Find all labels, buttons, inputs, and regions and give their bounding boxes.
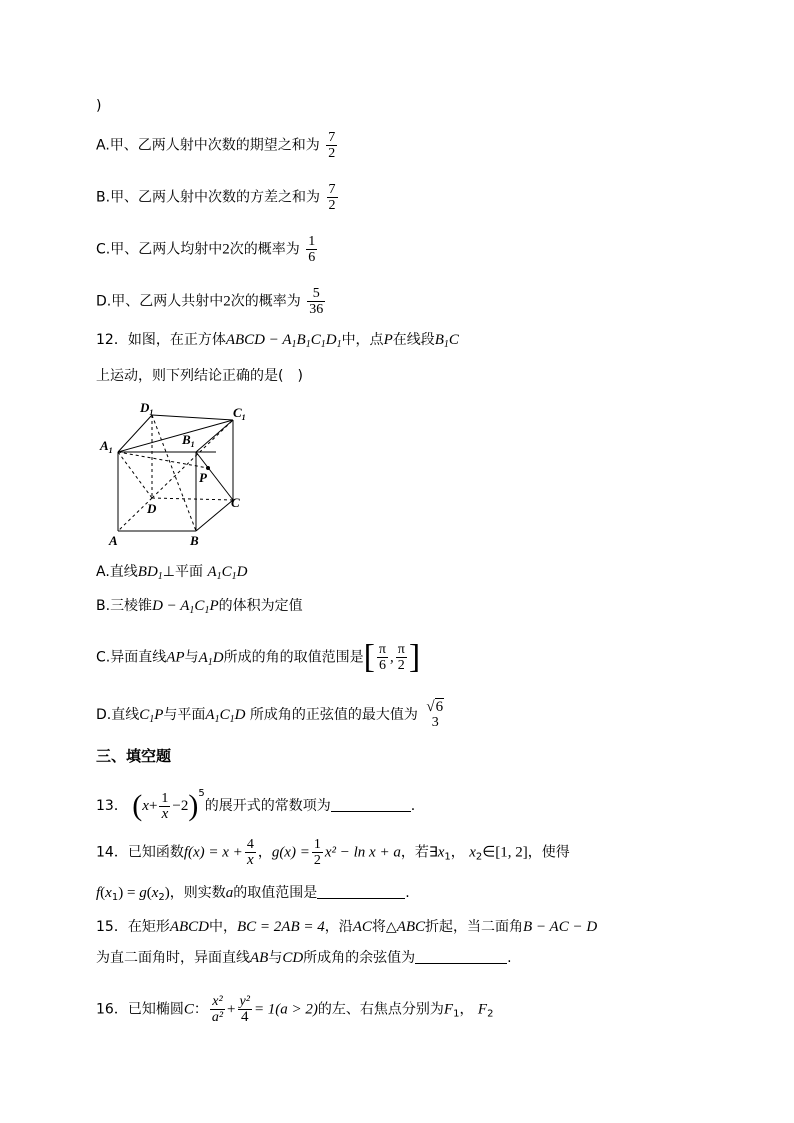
fraction: $\frac{\pi}{6}$ <box>378 642 386 673</box>
svg-text:B: B <box>190 533 199 548</box>
stem-text: 已知函数 <box>127 844 184 861</box>
q16: 16．已知椭圆C： $\frac{\text{x²}}{\text{a²}}$ + $\frac{\text{y²}}{4}$ = 1(a > 2)的左、右焦点分别为$F_1$， $F_2$ <box>96 994 494 1025</box>
stem-text: 已知椭圆 <box>127 1001 184 1018</box>
cube-figure <box>96 398 256 548</box>
option-text: 直线 <box>109 564 138 580</box>
q13: 13． (x+ $\frac{1}{x}$ −2)$^5$的展开式的常数项为 . <box>96 788 416 822</box>
q11-option-d[interactable] <box>96 286 327 317</box>
option-text: 甲、乙两人共射中 <box>111 293 224 310</box>
option-prefix: A. <box>96 564 110 580</box>
fraction: $\frac{7}{2}$ <box>328 130 336 161</box>
stem-text: 中，点 <box>341 332 384 348</box>
stem-text: 在线段 <box>392 332 435 348</box>
option-prefix: D. <box>96 293 112 310</box>
fraction: $\frac{\text{x²}}{\text{a²}}$ <box>211 994 224 1025</box>
stem-text: 为直二面角时，异面直线 <box>96 950 250 966</box>
svg-text:P: P <box>199 470 207 485</box>
option-text: 异面直线 <box>110 649 167 666</box>
section-title: 三、填空题 <box>96 747 172 765</box>
option-text: 次的概率为 <box>229 241 300 258</box>
svg-text:C1: $C_1$ <box>233 405 246 422</box>
stem-text: 的取值范围是 <box>233 885 318 901</box>
q12-stem-line2: 上运动，则下列结论正确的是( ) <box>96 368 303 384</box>
option-prefix: C. <box>96 241 111 258</box>
option-prefix: D. <box>96 707 112 724</box>
option-prefix: A. <box>96 137 110 154</box>
option-text: 与 <box>184 649 199 666</box>
option-text: 的体积为定值 <box>218 598 303 614</box>
option-text: 与平面 <box>163 707 206 724</box>
stem-text: 在矩形 <box>127 919 170 935</box>
paren-close: ) <box>96 98 102 114</box>
option-text: 直线 <box>111 707 140 724</box>
fraction: $\frac{5}{36}$ <box>309 286 324 317</box>
svg-text:D: D <box>147 501 157 516</box>
question-number: 13． <box>96 798 128 814</box>
q12-stem: 12．如图，在正方体ABCD − $A_1B_1C_1D_1$中，点P在线段$B_1C$ <box>96 332 459 350</box>
option-text: 甲、乙两人均射中 <box>110 241 223 258</box>
svg-text:A: A <box>109 533 118 548</box>
stem-text: ，则实数 <box>169 885 226 901</box>
q11-option-a[interactable] <box>96 130 339 161</box>
option-prefix: B. <box>96 598 111 614</box>
stem-text: 折起，当二面角 <box>425 919 524 935</box>
q14-line2: $f(x_1) = g(x_2)$，则实数a的取值范围是 . <box>96 885 410 903</box>
q15-line2: 为直二面角时，异面直线AB与CD所成角的余弦值为 . <box>96 950 512 966</box>
fraction: $\frac{1}{x}$ <box>161 790 169 822</box>
option-text: 所成的角的取值范围是 <box>223 649 364 666</box>
question-number: 14． <box>96 844 128 861</box>
stem-text: 的展开式的常数项为 <box>204 798 331 814</box>
option-prefix: B. <box>96 189 111 206</box>
fraction: $\frac{4}{x}$ <box>246 837 254 868</box>
option-text: 甲、乙两人射中次数的方差之和为 <box>110 189 321 206</box>
svg-text:B1: $B_1$ <box>182 432 195 449</box>
fraction: $\frac{\text{y²}}{4}$ <box>239 994 250 1025</box>
fraction: √6 3 <box>426 699 444 731</box>
stem-text: 如图，在正方体 <box>127 332 226 348</box>
stem-text: 的左、右焦点分别为 <box>317 1001 444 1018</box>
fraction: $\frac{1}{2}$ <box>313 837 321 868</box>
q12-option-a[interactable]: A.直线$BD_1\perp$平面 $A_1C_1D$ <box>96 564 248 582</box>
svg-text:C: C <box>231 495 240 510</box>
question-number: 12． <box>96 332 128 348</box>
number: 2 <box>223 293 231 310</box>
option-prefix: C. <box>96 649 111 666</box>
question-number: 15． <box>96 919 128 935</box>
answer-blank[interactable] <box>331 797 411 812</box>
answer-blank[interactable] <box>415 949 507 964</box>
fraction: $\frac{7}{2}$ <box>328 182 336 213</box>
answer-blank[interactable] <box>317 884 405 899</box>
option-text: 甲、乙两人射中次数的期望之和为 <box>109 137 320 154</box>
q14-line1: 14．已知函数f(x) = x + $\frac{4}{x}$ ，g(x) = $\frac{1}{2}$ x² − ln x + a，若$\exists x_1$， $x_2\in[1$, 2]，使得 <box>96 837 570 868</box>
stem-text: 所成角的余弦值为 <box>303 950 416 966</box>
number: 2 <box>222 241 230 258</box>
question-number: 16． <box>96 1001 128 1018</box>
option-text: 次的概率为 <box>230 293 301 310</box>
q12-option-d[interactable]: D.直线$C_1P$与平面$A_1C_1D$ 所成角的正弦值的最大值为 √6 3 <box>96 700 448 730</box>
svg-text:A1: $A_1$ <box>100 438 113 455</box>
q11-option-b[interactable] <box>96 182 340 213</box>
option-text: ⊥平面 <box>162 564 203 580</box>
stem-text: ，使得 <box>527 844 570 861</box>
q12-option-c[interactable]: C.异面直线AP与$A_1D$所成的角的取值范围是[ $\frac{\pi}{6}$ , $\frac{\pi}{2}$ ] <box>96 638 421 676</box>
fraction: $\frac{\pi}{2}$ <box>397 642 405 673</box>
option-text: 所成角的正弦值的最大值为 <box>249 707 418 724</box>
fraction: $\frac{1}{6}$ <box>308 234 316 265</box>
q12-option-b[interactable]: B.三棱锥$D - A_1C_1P$的体积为定值 <box>96 598 303 616</box>
q15-line1: 15．在矩形ABCD中，BC = 2AB = 4，沿AC将△ABC折起，当二面角B − AC − D <box>96 919 598 935</box>
svg-text:D1: $D_1$ <box>140 400 154 417</box>
option-text: 三棱锥 <box>110 598 153 614</box>
q11-option-c[interactable] <box>96 234 319 265</box>
stem-text: ，若∃ <box>400 844 438 861</box>
